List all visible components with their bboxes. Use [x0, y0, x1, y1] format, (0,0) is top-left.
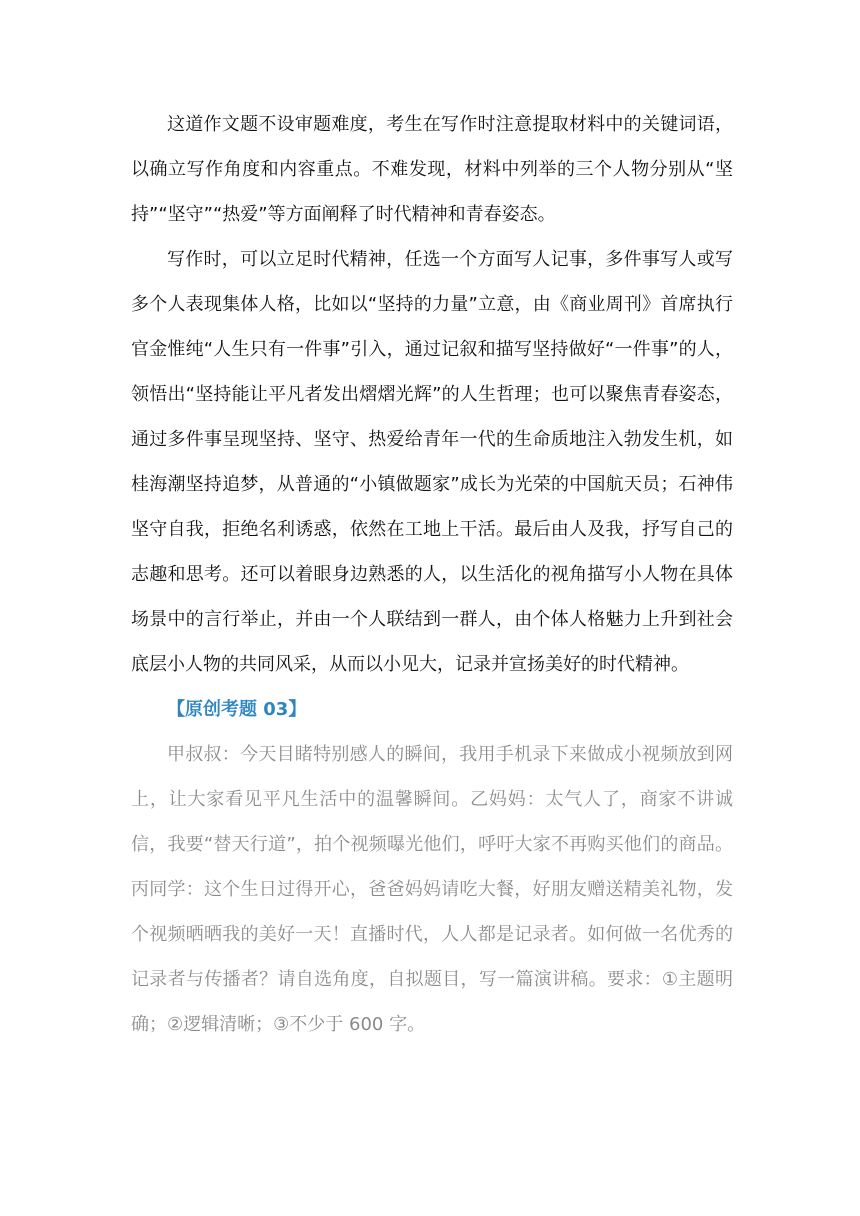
question-paragraph: 甲叔叔：今天目睹特别感人的瞬间，我用手机录下来做成小视频放到网上，让大家看见平凡生活中的温馨瞬间。乙妈妈：太气人了，商家不讲诚信，我要“替天行道”，拍个视频曝光他们，呼吁大家不再购买他们的商品。丙同学：这个生日过得开心，爸爸妈妈请吃大餐，好朋友赠送精美礼物，发个视频晒晒我的美好一天！直播时代，人人都是记录者。如何做一名优秀的记录者与传播者？请自选角度，自拟题目，写一篇演讲稿。要求：①主题明确；②逻辑清晰；③不少于 600 字。: [131, 744, 733, 1035]
analysis-paragraph-1: 这道作文题不设审题难度，考生在写作时注意提取材料中的关键词语，以确立写作角度和内容重点。不难发现，材料中列举的三个人物分别从“坚持”“坚守”“热爱”等方面阐释了时代精神和青春姿态。: [131, 114, 733, 225]
analysis-paragraph-2: 写作时，可以立足时代精神，任选一个方面写人记事，多件事写人或写多个人表现集体人格，比如以“坚持的力量”立意，由《商业周刊》首席执行官金惟纯“人生只有一件事”引入，通过记叙和描写坚持做好“一件事”的人，领悟出“坚持能让平凡者发出熠熠光辉”的人生哲理；也可以聚焦青春姿态，通过多件事呈现坚持、坚守、热爱给青年一代的生命质地注入勃发生机，如桂海潮坚持追梦，从普通的“小镇做题家”成长为光荣的中国航天员；石神伟坚守自我，拒绝名利诱惑，依然在工地上干活。最后由人及我，抒写自己的志趣和思考。还可以着眼身边熟悉的人，以生活化的视角描写小人物在具体场景中的言行举止，并由一个人联结到一群人，由个体人格魅力上升到社会底层小人物的共同风采，从而以小见大，记录并宣扬美好的时代精神。: [131, 249, 733, 675]
section-title: 【原创考题 03】: [167, 699, 307, 720]
document-page: [131, 102, 733, 1047]
